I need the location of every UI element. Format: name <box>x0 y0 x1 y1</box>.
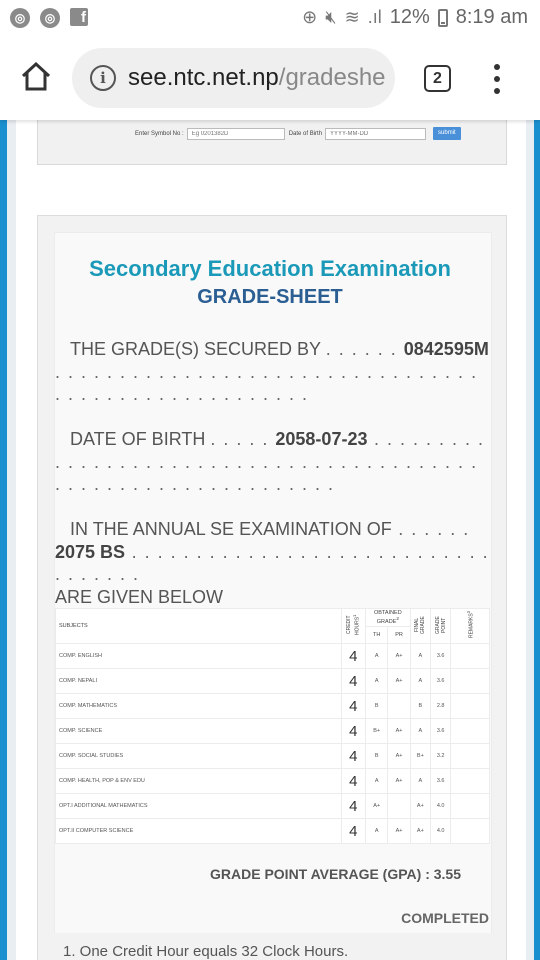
pr-grade-cell: A+ <box>388 769 410 794</box>
grade-point-cell: 3.6 <box>431 669 451 694</box>
side-bar-right <box>534 120 540 960</box>
grade-table <box>55 608 490 844</box>
header-remarks <box>451 609 490 644</box>
credit-hour-note: 1. One Credit Hour equals 32 Clock Hours. <box>63 943 349 960</box>
pr-grade-cell: A+ <box>388 744 410 769</box>
credit-cell: 4 <box>341 669 365 694</box>
clock: 8:19 am <box>455 6 528 28</box>
subject-cell: COMP. NEPALI <box>56 669 342 694</box>
table-row <box>56 719 490 744</box>
th-grade-cell: A <box>365 644 387 669</box>
dob-line: DATE OF BIRTH . . . . . 2058-07-23 . . . . . . . . . . . . . . . . . . . . . . . . . . . . . . . . . . . . . . . . . . . . . . . . . . . . . . . . . . . . . . . . <box>55 429 485 494</box>
remarks-cell <box>451 769 490 794</box>
credit-cell: 4 <box>341 644 365 669</box>
subject-cell: OPT.I ADDITIONAL MATHEMATICS <box>56 794 342 819</box>
remarks-cell <box>451 669 490 694</box>
credit-cell: 4 <box>341 744 365 769</box>
header-remarks-sup: 3 <box>465 611 471 614</box>
dob-line-label: DATE OF BIRTH <box>70 429 206 449</box>
header-remarks-label: REMARKS <box>468 613 475 639</box>
header-obtained-label: OBTAINED GRADE <box>373 609 402 625</box>
secured-by-label: THE GRADE(S) SECURED BY <box>70 339 321 359</box>
remarks-cell <box>451 794 490 819</box>
given-below: ARE GIVEN BELOW <box>55 586 224 607</box>
wifi-icon: ≋ <box>344 7 360 27</box>
exam-title: Secondary Education Examination <box>89 256 451 281</box>
final-grade-cell: B <box>410 694 430 719</box>
secured-by-line: THE GRADE(S) SECURED BY . . . . . . 0842595M . . . . . . . . . . . . . . . . . . . . . . . . . . . . . . . . . . . . . . . . . . . . . . . . . . . . . <box>55 339 489 404</box>
submit-button[interactable]: submit <box>433 127 461 140</box>
url-host: see.ntc.net.np <box>128 64 279 91</box>
final-grade-cell: A <box>410 669 430 694</box>
table-row <box>56 694 490 719</box>
completed-status: COMPLETED <box>401 910 489 926</box>
grade-point-cell: 3.6 <box>431 769 451 794</box>
remarks-cell <box>451 719 490 744</box>
pr-grade-cell: A+ <box>388 819 410 844</box>
grade-sheet-title: GRADE-SHEET <box>197 286 343 308</box>
info-icon[interactable]: i <box>90 65 116 91</box>
table-row <box>56 644 490 669</box>
header-pr: PR <box>388 626 410 644</box>
remarks-cell <box>451 694 490 719</box>
mute-icon: 🔇︎ <box>325 7 337 27</box>
tab-switcher-button[interactable]: 2 <box>424 65 451 92</box>
header-point <box>431 609 451 644</box>
header-final <box>410 609 430 644</box>
remarks-cell <box>451 819 490 844</box>
final-grade-cell: A <box>410 769 430 794</box>
facebook-icon: f <box>70 8 88 26</box>
th-grade-cell: B <box>365 694 387 719</box>
th-grade-cell: B <box>365 744 387 769</box>
url-path: /gradeshe <box>278 64 386 91</box>
battery-icon <box>438 9 448 27</box>
data-saver-icon: ⊕ <box>302 7 318 27</box>
overflow-menu-icon[interactable] <box>492 64 502 94</box>
credit-cell: 4 <box>341 694 365 719</box>
table-row <box>56 794 490 819</box>
header-point-label: GRADE POINT <box>434 616 447 634</box>
subject-cell: COMP. ENGLISH <box>56 644 342 669</box>
status-bar <box>0 0 540 36</box>
dob-label: Date of Birth <box>288 130 323 137</box>
subject-cell: COMP. SOCIAL STUDIES <box>56 744 342 769</box>
header-obtained <box>365 609 410 627</box>
address-bar[interactable] <box>72 48 395 108</box>
header-credit-sup: 1 <box>351 614 357 618</box>
header-th: TH <box>365 626 387 644</box>
header-subjects: SUBJECTS <box>56 609 342 644</box>
table-row <box>56 669 490 694</box>
final-grade-cell: B+ <box>410 744 430 769</box>
remarks-cell <box>451 744 490 769</box>
battery-text: 12% <box>389 6 430 28</box>
pr-grade-cell <box>388 794 410 819</box>
header-credit <box>341 609 365 644</box>
header-final-label: FINAL GRADE <box>414 616 427 634</box>
th-grade-cell: A <box>365 769 387 794</box>
credit-cell: 4 <box>341 819 365 844</box>
subject-cell: COMP. SCIENCE <box>56 719 342 744</box>
exam-year: 2075 BS <box>55 541 126 562</box>
remarks-cell <box>451 644 490 669</box>
final-grade-cell: A <box>410 644 430 669</box>
search-panel <box>37 120 507 165</box>
th-grade-cell: A <box>365 819 387 844</box>
dob-input[interactable] <box>325 128 426 140</box>
table-row <box>56 769 490 794</box>
grade-point-cell: 3.2 <box>431 744 451 769</box>
pr-grade-cell <box>388 694 410 719</box>
credit-cell: 4 <box>341 769 365 794</box>
header-obtained-sup: 2 <box>396 615 399 621</box>
exam-label: IN THE ANNUAL SE EXAMINATION OF <box>70 519 392 539</box>
final-grade-cell: A <box>410 719 430 744</box>
side-bar-left <box>0 120 7 960</box>
th-grade-cell: B+ <box>365 719 387 744</box>
gpa-text: GRADE POINT AVERAGE (GPA) : 3.55 <box>210 866 461 882</box>
symbol-input[interactable] <box>187 128 285 140</box>
grade-point-cell: 4.0 <box>431 794 451 819</box>
chrome-icon: ◎ <box>10 8 30 28</box>
web-page <box>0 120 540 960</box>
symbol-label: Enter Symbol No : <box>135 130 184 137</box>
subject-cell: OPT.II COMPUTER SCIENCE <box>56 819 342 844</box>
side-gutter-left <box>7 120 16 960</box>
subject-cell: COMP. HEALTH, POP & ENV EDU <box>56 769 342 794</box>
pr-grade-cell: A+ <box>388 669 410 694</box>
credit-cell: 4 <box>341 719 365 744</box>
credit-cell: 4 <box>341 794 365 819</box>
exam-line: IN THE ANNUAL SE EXAMINATION OF . . . . . . 2075 BS . . . . . . . . . . . . . . . . . . . . . . . . . . . . . . . . . . . ARE GIVEN BELOW <box>55 519 490 607</box>
pr-grade-cell: A+ <box>388 644 410 669</box>
signal-icon: .ıl <box>367 7 382 27</box>
th-grade-cell: A <box>365 669 387 694</box>
side-gutter-right <box>526 120 534 960</box>
dob-value: 2058-07-23 <box>275 429 368 449</box>
grade-point-cell: 3.6 <box>431 644 451 669</box>
final-grade-cell: A+ <box>410 819 430 844</box>
table-row <box>56 744 490 769</box>
grade-point-cell: 2.8 <box>431 694 451 719</box>
chrome-icon: ◎ <box>40 8 60 28</box>
pr-grade-cell: A+ <box>388 719 410 744</box>
browser-toolbar <box>0 36 540 120</box>
home-icon[interactable] <box>20 62 52 92</box>
symbol-number: 0842595M <box>403 339 489 359</box>
th-grade-cell: A+ <box>365 794 387 819</box>
grade-point-cell: 3.6 <box>431 719 451 744</box>
url-text[interactable] <box>128 64 386 92</box>
grade-point-cell: 4.0 <box>431 819 451 844</box>
subject-cell: COMP. MATHEMATICS <box>56 694 342 719</box>
table-row <box>56 819 490 844</box>
final-grade-cell: A+ <box>410 794 430 819</box>
header-credit-label: CREDIT HOURS <box>345 615 361 636</box>
